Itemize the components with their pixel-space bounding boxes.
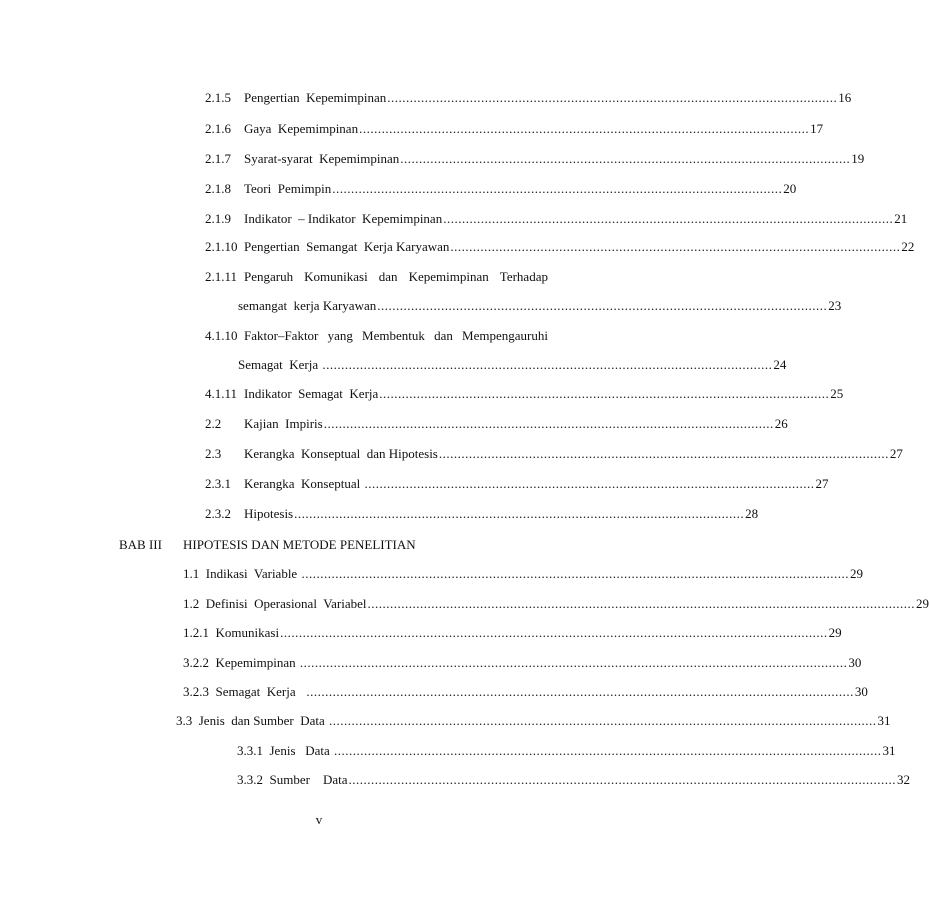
toc-word: dan	[378, 269, 398, 284]
toc-title-line2: Semagat Kerja	[238, 357, 322, 372]
toc-number: 2.1.5	[205, 90, 231, 105]
toc-line	[244, 475, 829, 493]
toc-page: 22	[901, 239, 915, 254]
toc-line	[244, 89, 852, 107]
toc-entry-3-2-3	[183, 683, 868, 701]
toc-page: 26	[774, 416, 788, 431]
toc-title: 1.2.1 Komunikasi	[183, 625, 280, 640]
toc-word: Mempengauruhi	[462, 328, 548, 343]
toc-page: 30	[854, 684, 868, 699]
toc-title: 3.2.3 Semagat Kerja	[183, 684, 306, 699]
dot-leader: ..................................................................................................................................................	[306, 684, 854, 699]
toc-page: 31	[882, 743, 896, 758]
dot-leader: ..................................................................................................................................................	[367, 596, 916, 611]
toc-word: Faktor–Faktor	[244, 328, 319, 343]
toc-title-line1	[244, 327, 548, 345]
toc-page: 17	[810, 121, 824, 136]
toc-page: 16	[838, 90, 852, 105]
toc-number: 4.1.11	[205, 386, 238, 401]
toc-title: 3.3.2 Sumber Data	[237, 772, 348, 787]
dot-leader: ........................................................................................................................	[443, 211, 894, 226]
dot-leader: ........................................................................................................................	[377, 298, 828, 313]
toc-word: dan	[434, 328, 453, 343]
dot-leader: ........................................................................................................................	[438, 446, 889, 461]
toc-page: 29	[916, 596, 929, 611]
toc-line	[244, 120, 824, 138]
toc-entry-1-1	[183, 565, 863, 583]
toc-title: Kerangka Konseptual	[244, 476, 364, 491]
toc-page: 24	[773, 357, 787, 372]
toc-number: 2.3.2	[205, 506, 231, 521]
toc-entry-3-3-1	[237, 742, 896, 760]
toc-word: Pengaruh	[244, 269, 294, 284]
toc-word: Kepemimpinan	[408, 269, 489, 284]
toc-title: Gaya Kepemimpinan	[244, 121, 359, 136]
toc-title: Kajian Impiris	[244, 416, 323, 431]
toc-line	[244, 210, 908, 228]
toc-page: 31	[877, 713, 891, 728]
dot-leader: ..................................................................................................................................................	[348, 772, 896, 787]
toc-title: 1.1 Indikasi Variable	[183, 566, 301, 581]
dot-leader: ........................................................................................................................	[322, 357, 773, 372]
dot-leader: ........................................................................................................................	[294, 506, 745, 521]
dot-leader: ........................................................................................................................	[387, 90, 838, 105]
chapter-label: BAB III	[119, 537, 162, 552]
dot-leader: ........................................................................................................................	[364, 476, 815, 491]
toc-entry-1-2	[183, 595, 929, 613]
dot-leader: ..................................................................................................................................................	[301, 566, 849, 581]
toc-title: 3.2.2 Kepemimpinan	[183, 655, 299, 670]
page-number: v	[315, 812, 323, 827]
toc-line	[244, 445, 903, 463]
toc-number: 2.1.7	[205, 151, 231, 166]
toc-page: 32	[896, 772, 910, 787]
toc-number: 2.1.8	[205, 181, 231, 196]
toc-title: Indikator Semagat Kerja	[244, 386, 379, 401]
dot-leader: ..................................................................................................................................................	[329, 713, 877, 728]
toc-title: 1.2 Definisi Operasional Variabel	[183, 596, 367, 611]
toc-number: 2.1.6	[205, 121, 231, 136]
dot-leader: ..................................................................................................................................................	[280, 625, 828, 640]
toc-line	[238, 297, 842, 315]
toc-page: 27	[815, 476, 829, 491]
toc-page: 29	[828, 625, 842, 640]
toc-page: 25	[830, 386, 844, 401]
toc-entry-3-2-2	[183, 654, 862, 672]
toc-number: 2.1.10	[205, 239, 238, 254]
toc-line	[244, 180, 797, 198]
toc-page: 19	[851, 151, 865, 166]
toc-number: 2.3	[205, 446, 222, 461]
toc-word: Membentuk	[362, 328, 425, 343]
toc-page: 29	[849, 566, 863, 581]
toc-page: 27	[889, 446, 903, 461]
dot-leader: ........................................................................................................................	[332, 181, 783, 196]
dot-leader: ........................................................................................................................	[323, 416, 774, 431]
toc-title: Indikator – Indikator Kepemimpinan	[244, 211, 443, 226]
toc-title-line2: semangat kerja Karyawan	[238, 298, 377, 313]
toc-word: yang	[327, 328, 353, 343]
toc-line	[244, 238, 915, 256]
dot-leader: ..................................................................................................................................................	[299, 655, 848, 670]
toc-entry-3-3-2	[237, 771, 910, 789]
toc-title: Teori Pemimpin	[244, 181, 332, 196]
toc-line	[244, 415, 788, 433]
toc-title: Kerangka Konseptual dan Hipotesis	[244, 446, 438, 461]
toc-line	[244, 150, 865, 168]
toc-title: Pengertian Kepemimpinan	[244, 90, 387, 105]
toc-title-line1	[244, 268, 548, 286]
dot-leader: ........................................................................................................................	[359, 121, 810, 136]
toc-page: 30	[848, 655, 862, 670]
toc-number: 2.1.11	[205, 269, 238, 284]
toc-number: 2.3.1	[205, 476, 231, 491]
toc-number: 2.1.9	[205, 211, 231, 226]
dot-leader: ........................................................................................................................	[450, 239, 901, 254]
toc-entry-1-2-1	[183, 624, 842, 642]
toc-title: 3.3.1 Jenis Data	[237, 743, 334, 758]
toc-word: Terhadap	[499, 269, 548, 284]
toc-line	[244, 385, 844, 403]
toc-page: 21	[894, 211, 908, 226]
toc-page: 28	[745, 506, 759, 521]
chapter-title: HIPOTESIS DAN METODE PENELITIAN	[183, 537, 416, 552]
toc-number: 2.2	[205, 416, 222, 431]
toc-line	[238, 356, 787, 374]
toc-title: Syarat-syarat Kepemimpinan	[244, 151, 400, 166]
dot-leader: ........................................................................................................................	[400, 151, 851, 166]
toc-word: Komunikasi	[304, 269, 368, 284]
toc-line	[244, 505, 759, 523]
dot-leader: ........................................................................................................................	[379, 386, 830, 401]
toc-title: 3.3 Jenis dan Sumber Data	[176, 713, 329, 728]
toc-number: 4.1.10	[205, 328, 238, 343]
toc-page: 20	[783, 181, 797, 196]
toc-title: Pengertian Semangat Kerja Karyawan	[244, 239, 450, 254]
dot-leader: ..................................................................................................................................................	[334, 743, 882, 758]
toc-entry-3-3	[176, 712, 891, 730]
toc-page: 23	[828, 298, 842, 313]
toc-title: Hipotesis	[244, 506, 294, 521]
